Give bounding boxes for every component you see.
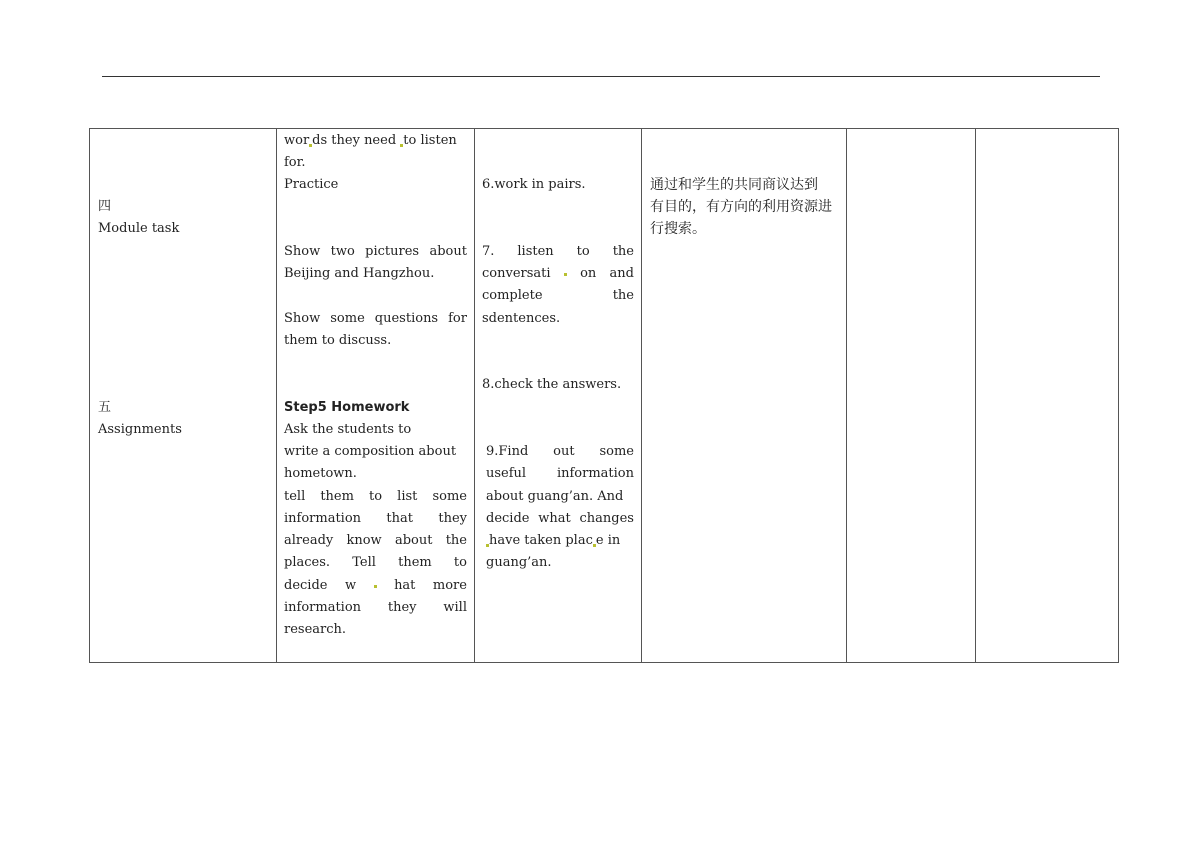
- text-line: decide w hat more: [284, 578, 467, 593]
- purpose-text: 有目的，有方向的利用资源进: [650, 199, 832, 215]
- text-line: tell them to list some: [284, 489, 467, 504]
- header-rule: [102, 76, 1100, 77]
- practice-label: Practice: [284, 177, 339, 192]
- text-line: research.: [284, 622, 347, 637]
- text-line: about guang’an. And: [486, 489, 624, 504]
- step8: 8.check the answers.: [482, 377, 622, 392]
- text-line: them to discuss.: [284, 333, 392, 348]
- module-number: 四: [98, 199, 112, 214]
- mark-dot: [374, 585, 377, 588]
- text-line: for.: [284, 155, 306, 170]
- text-line: Ask the students to: [284, 422, 412, 437]
- empty-cell: [976, 129, 1119, 663]
- purpose-text: 通过和学生的共同商议达到: [650, 177, 818, 193]
- stage-cell: [90, 129, 277, 663]
- teacher-activity-cell: [277, 129, 475, 663]
- text-line: information that they: [284, 511, 467, 526]
- empty-cell: [847, 129, 976, 663]
- text-line: sdentences.: [482, 311, 561, 326]
- student-activity-cell: [475, 129, 642, 663]
- text-line: complete the: [482, 288, 634, 303]
- text-line: conversati on and: [482, 266, 634, 281]
- text-line: hometown.: [284, 466, 357, 481]
- module-name: Module task: [98, 221, 180, 236]
- text-line: guang’an.: [486, 555, 552, 570]
- text-line: write a composition about: [284, 444, 457, 459]
- purpose-text: 行搜索。: [650, 221, 706, 237]
- purpose-cell: [642, 129, 847, 663]
- lesson-plan-table: [89, 128, 1119, 663]
- text-line: 9.Find out some: [486, 444, 634, 459]
- text-line: 7. listen to the: [482, 244, 634, 259]
- assignment-number: 五: [98, 400, 112, 415]
- text-line: wor ds they need to listen: [284, 133, 457, 148]
- step5-heading: Step5 Homework: [284, 400, 410, 415]
- text-line: Show some questions for: [284, 311, 467, 326]
- assignment-name: Assignments: [98, 422, 182, 437]
- text-line: Beijing and Hangzhou.: [284, 266, 435, 281]
- text-line: useful information: [486, 466, 634, 481]
- step6: 6.work in pairs.: [482, 177, 586, 192]
- text-line: have taken plac e in: [486, 530, 620, 552]
- text-line: information they will: [284, 600, 467, 615]
- text-line: Show two pictures about: [284, 244, 467, 259]
- text-line: already know about the: [284, 533, 467, 548]
- mark-dot: [564, 273, 567, 276]
- text-line: places. Tell them to: [284, 555, 467, 570]
- text-line: decide what changes: [486, 511, 634, 526]
